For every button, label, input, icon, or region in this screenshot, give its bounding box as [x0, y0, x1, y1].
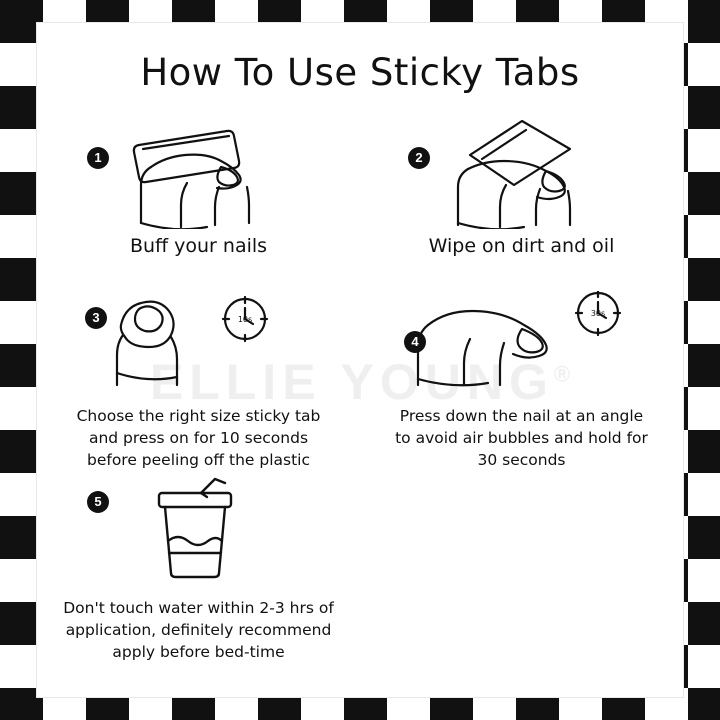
hand-wipe-icon	[422, 119, 622, 229]
step-4-caption: Press down the nail at an angle to avoid air bubbles and hold for 30 seconds	[395, 407, 648, 469]
steps-row-1	[37, 119, 683, 257]
white-card	[36, 22, 684, 698]
step-5-spacer	[360, 475, 683, 663]
step-number-badge: 4	[404, 331, 426, 353]
cup-with-straw-icon	[119, 475, 279, 581]
steps-row-3	[37, 475, 683, 663]
step-number-badge: 5	[87, 491, 109, 513]
step-number-badge: 1	[87, 147, 109, 169]
page-title: How To Use Sticky Tabs	[140, 51, 580, 94]
step-1-caption: Buff your nails	[129, 235, 268, 257]
hand-buffing-nail-icon	[99, 119, 299, 229]
hand-press-nail-icon	[400, 291, 650, 387]
step-2	[360, 119, 683, 257]
step-3-caption: Choose the right size sticky tab and press on for 10 seconds before peeling off the plastic	[76, 407, 321, 469]
step-1	[37, 119, 360, 257]
timer-label-10s: 10s	[237, 315, 253, 324]
step-3	[37, 291, 360, 471]
step-number-badge: 2	[408, 147, 430, 169]
step-5	[37, 475, 360, 663]
watermark-text: ELLIE YOUNG	[149, 354, 554, 410]
steps-row-2	[37, 291, 683, 471]
step-4	[360, 291, 683, 471]
registered-mark: ®	[553, 361, 571, 387]
timer-label-30s: 30s	[590, 309, 606, 318]
step-5-caption: Don't touch water within 2-3 hrs of application, definitely recommend apply before bed-time	[63, 599, 334, 661]
step-number-badge: 3	[85, 307, 107, 329]
hand-sticky-tab-icon	[87, 291, 337, 387]
step-2-caption: Wipe on dirt and oil	[428, 235, 615, 257]
